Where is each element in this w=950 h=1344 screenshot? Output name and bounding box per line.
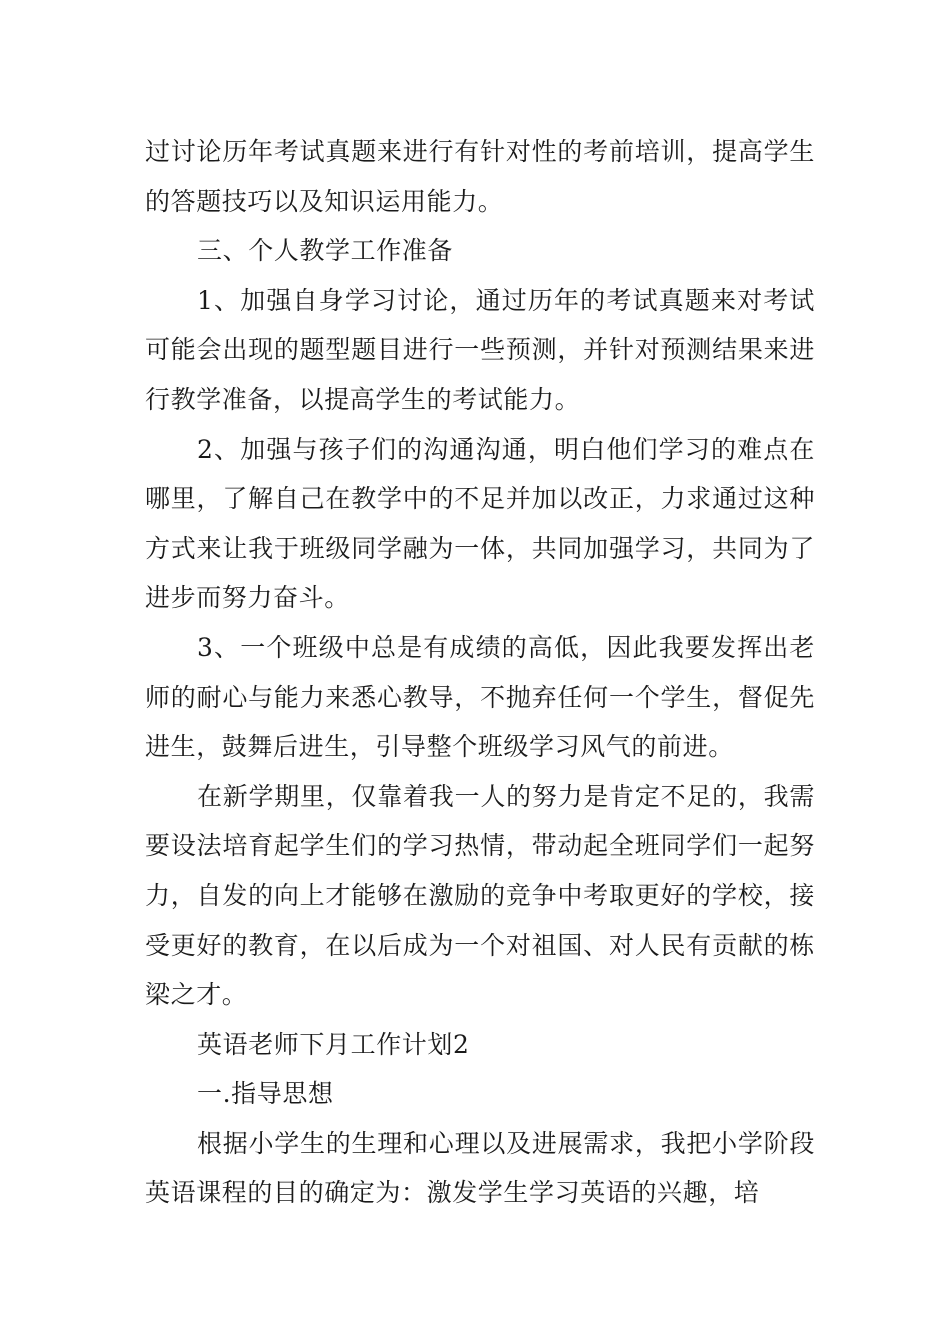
paragraph-continuation: 过讨论历年考试真题来进行有针对性的考前培训，提高学生的答题技巧以及知识运用能力。 bbox=[145, 137, 815, 216]
plan-title-2: 英语老师下月工作计划2 bbox=[197, 1029, 470, 1059]
paragraph-guiding-ideology: 根据小学生的生理和心理以及进展需求，我把小学阶段英语课程的目的确定为：激发学生学习英语的兴趣，培 bbox=[145, 1128, 815, 1208]
section-heading-guiding-ideology: 一.指导思想 bbox=[197, 1079, 334, 1109]
paragraph-item-3: 3、一个班级中总是有成绩的高低，因此我要发挥出老师的耐心与能力来悉心教导，不抛弃任何一个学生，督促先进生，鼓舞后进生，引导整个班级学习风气的前进。 bbox=[145, 632, 815, 762]
document-body bbox=[145, 127, 815, 1218]
section-heading-personal-preparation: 三、个人教学工作准备 bbox=[197, 236, 454, 266]
paragraph-item-2: 2、加强与孩子们的沟通沟通，明白他们学习的难点在哪里，了解自己在教学中的不足并加以改正，力求通过这种方式来让我于班级同学融为一体，共同加强学习，共同为了进步而努力奋斗。 bbox=[145, 434, 815, 613]
paragraph-item-1: 1、加强自身学习讨论，通过历年的考试真题来对考试可能会出现的题型题目进行一些预测，并针对预测结果来进行教学准备，以提高学生的考试能力。 bbox=[145, 285, 815, 414]
paragraph-conclusion: 在新学期里，仅靠着我一人的努力是肯定不足的，我需要设法培育起学生们的学习热情，带动起全班同学们一起努力，自发的向上才能够在激励的竞争中考取更好的学校，接受更好的教育，在以后成为一个对祖国、对人民有贡献的栋梁之才。 bbox=[145, 781, 815, 1010]
